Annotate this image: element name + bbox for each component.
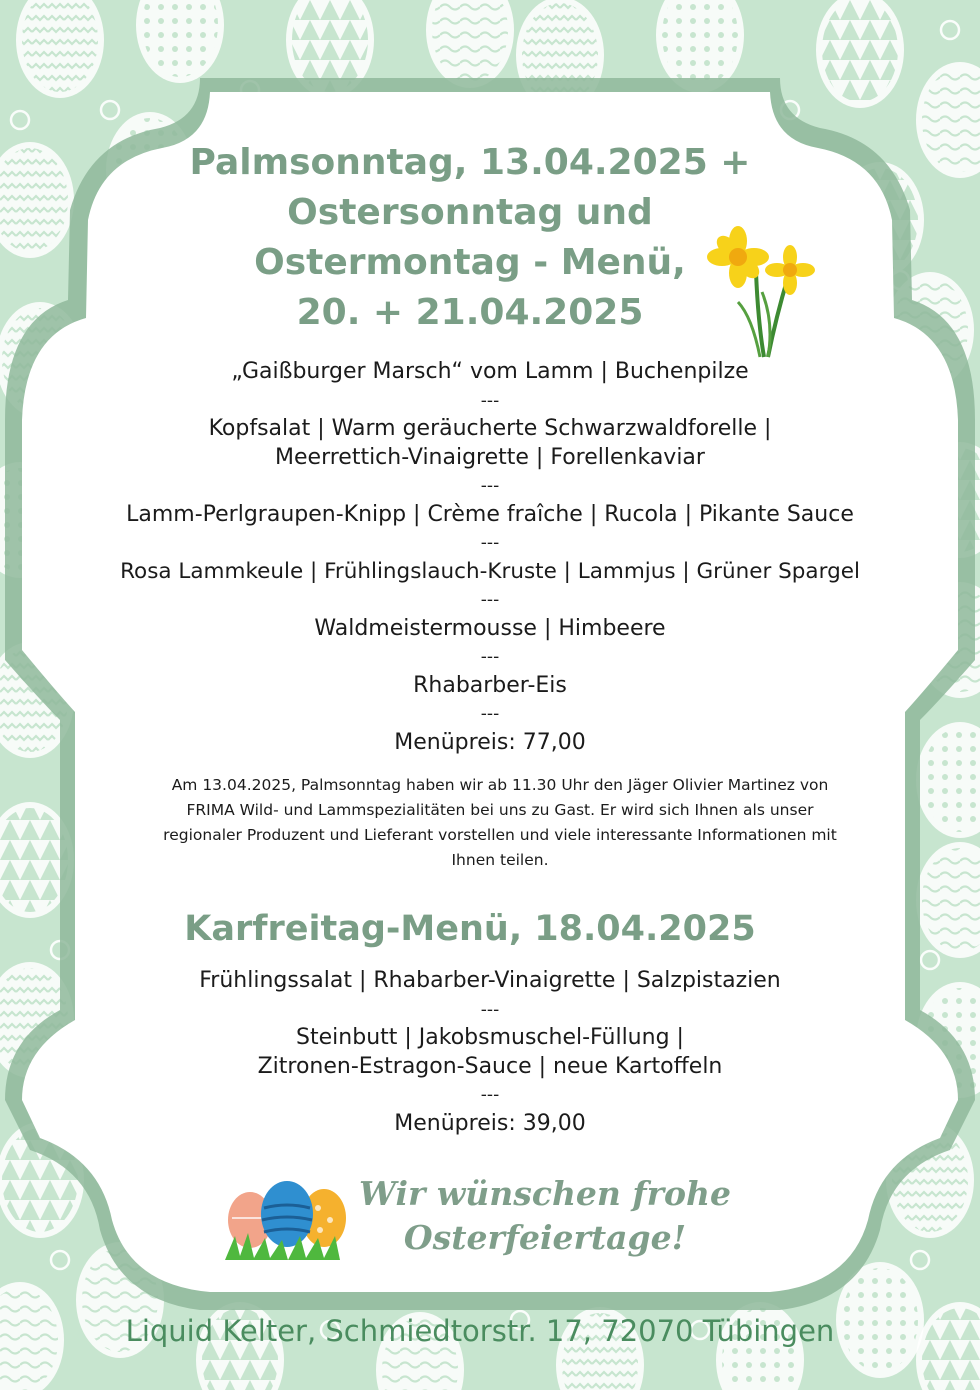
course-separator: --- [480,704,500,724]
menu-price: Menüpreis: 39,00 [394,1110,586,1136]
greeting-line: Osterfeiertage! [403,1218,687,1257]
course-item: Lamm-Perlgraupen-Knipp | Crème fraîche | Rucola | Pikante Sauce [126,501,854,527]
menu-good-friday [60,967,920,1138]
course-item: Waldmeistermousse | Himbeere [314,615,666,641]
easter-eggs-icon [220,1178,355,1263]
heading1-line: Ostersonntag und [287,192,653,233]
note-line: Am 13.04.2025, Palmsonntag haben wir ab 11.30 Uhr den Jäger Olivier Martinez von [171,776,829,794]
greeting-line: Wir wünschen frohe [358,1174,731,1213]
course-item: „Gaißburger Marsch“ vom Lamm | Buchenpilze [231,359,749,384]
course-separator: --- [480,1085,500,1105]
course-item: Meerrettich-Vinaigrette | Forellenkaviar [275,444,705,470]
course-item: Rosa Lammkeule | Frühlingslauch-Kruste | Lammjus | Grüner Spargel [120,558,860,584]
event-note [100,773,900,873]
menu-price: Menüpreis: 77,00 [394,729,586,755]
course-separator: --- [480,590,500,610]
course-separator: --- [480,647,500,667]
heading1-line: Palmsonntag, 13.04.2025 + [189,142,751,183]
course-separator: --- [480,476,500,496]
note-line: FRIMA Wild- und Lammspezialitäten bei uns zu Gast. Er wird sich Ihnen als unser [186,801,814,819]
course-separator: --- [480,533,500,553]
heading1-line: Ostermontag - Menü, [254,242,686,283]
course-item: Rhabarber-Eis [413,672,567,698]
heading1-line: 20. + 21.04.2025 [296,292,644,333]
course-item: Steinbutt | Jakobsmuschel-Füllung | [296,1025,684,1050]
course-separator: --- [480,390,500,411]
course-item: Kopfsalat | Warm geräucherte Schwarzwaldforelle | [208,416,772,441]
heading-good-friday: Karfreitag-Menü, 18.04.2025 [184,909,756,949]
course-item: Zitronen-Estragon-Sauce | neue Kartoffeln [257,1053,723,1079]
note-line: Ihnen teilen. [451,851,549,869]
menu-palm-easter [60,358,920,757]
note-line: regionaler Produzent und Lieferant vorstellen und viele interessante Informationen mit [163,826,837,844]
course-separator: --- [480,999,500,1020]
daffodil-icon [698,222,818,362]
course-item: Frühlingssalat | Rhabarber-Vinaigrette | Salzpistazien [199,968,781,993]
address-footer: Liquid Kelter, Schmiedtorstr. 17, 72070 Tübingen [125,1314,835,1348]
easter-greeting [340,1172,750,1260]
